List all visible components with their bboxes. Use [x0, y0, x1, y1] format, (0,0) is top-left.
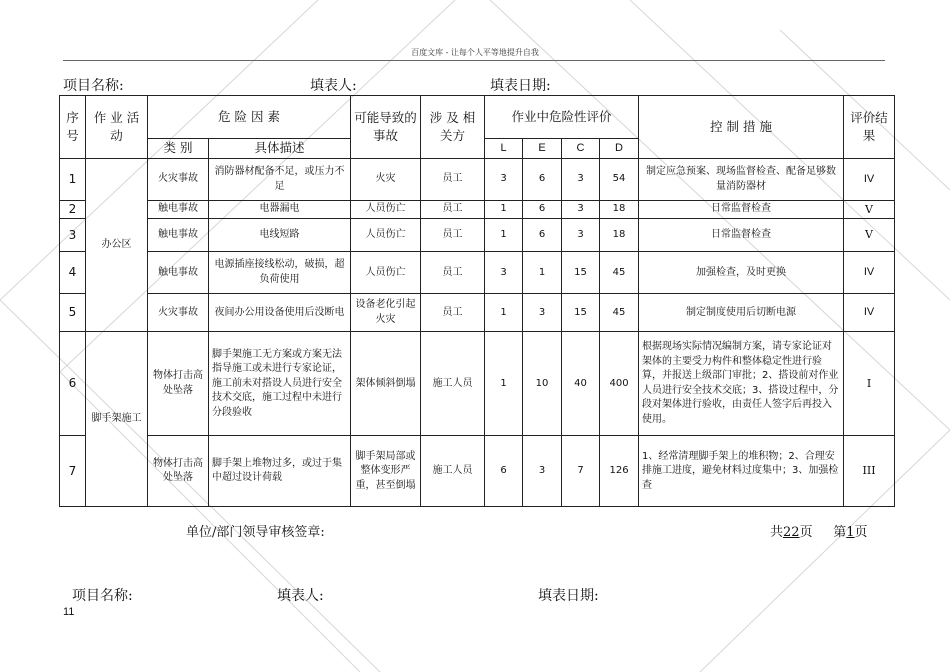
- fill-date-label: 填表日期:: [490, 78, 551, 94]
- header-accident: 可能导致的事故: [351, 96, 421, 159]
- row-party: 员工: [421, 159, 485, 201]
- row-no: 7: [60, 436, 86, 507]
- risk-assessment-table: [59, 95, 895, 507]
- header-party: 涉 及 相关方: [421, 96, 485, 159]
- project-name-label: 项目名称:: [63, 78, 124, 94]
- row-E: 1: [523, 252, 562, 294]
- row-D: 54: [600, 159, 639, 201]
- row-description: 电器漏电: [209, 201, 351, 219]
- page-suffix: 页: [854, 525, 868, 540]
- row-party: 施工人员: [421, 332, 485, 436]
- row-party: 员工: [421, 201, 485, 219]
- row-result: III: [844, 436, 895, 507]
- row-control: 日常监督检查: [639, 201, 844, 219]
- row-D: 18: [600, 219, 639, 252]
- row-result: IV: [844, 294, 895, 332]
- row-E: 6: [523, 201, 562, 219]
- row-C: 3: [562, 159, 600, 201]
- row-control: 制定制度使用后切断电源: [639, 294, 844, 332]
- row-C: 7: [562, 436, 600, 507]
- row-L: 1: [485, 201, 523, 219]
- site-header-text: 百度文库 - 让每个人平等地提升自我: [411, 48, 539, 57]
- row-party: 施工人员: [421, 436, 485, 507]
- row-accident: 架体倾斜倒塌: [351, 332, 421, 436]
- row-no: 2: [60, 201, 86, 219]
- row-D: 400: [600, 332, 639, 436]
- row-category: 触电事故: [148, 219, 209, 252]
- row-result: IV: [844, 252, 895, 294]
- page-footer-number: 11: [63, 606, 75, 618]
- header-description: 具体描述: [209, 139, 351, 159]
- row-accident: 人员伤亡: [351, 252, 421, 294]
- row-control: 加强检查，及时更换: [639, 252, 844, 294]
- row-description: 脚手架上堆物过多，或过于集中超过设计荷载: [209, 436, 351, 507]
- row-accident: 设备老化引起火灾: [351, 294, 421, 332]
- row-category: 触电事故: [148, 201, 209, 219]
- row-E: 6: [523, 219, 562, 252]
- row-result: IV: [844, 159, 895, 201]
- row-control: 1、经常清理脚手架上的堆积物；2、合理安排施工进度，避免材料过度集中；3、加强检查: [639, 436, 844, 507]
- row-E: 3: [523, 436, 562, 507]
- row-no: 3: [60, 219, 86, 252]
- header-activity: 作 业 活 动: [86, 96, 148, 159]
- row-C: 40: [562, 332, 600, 436]
- table-row: [60, 252, 895, 294]
- table-row: [60, 294, 895, 332]
- row-category: 物体打击高处坠落: [148, 332, 209, 436]
- row-D: 126: [600, 436, 639, 507]
- table-row: [60, 201, 895, 219]
- row-category: 火灾事故: [148, 294, 209, 332]
- table-row: [60, 159, 895, 201]
- header-category: 类 别: [148, 139, 209, 159]
- row-no: 1: [60, 159, 86, 201]
- project-name-label-2: 项目名称:: [72, 588, 133, 604]
- row-no: 6: [60, 332, 86, 436]
- filler-label: 填表人:: [310, 78, 357, 94]
- header-hazard: 危 险 因 素: [148, 96, 351, 139]
- row-control: 制定应急预案、现场监督检查、配备足够数量消防器材: [639, 159, 844, 201]
- header-seq: 序号: [60, 96, 86, 159]
- row-L: 3: [485, 252, 523, 294]
- row-result: V: [844, 219, 895, 252]
- filler-label-2: 填表人:: [277, 588, 324, 604]
- row-E: 10: [523, 332, 562, 436]
- row-D: 45: [600, 252, 639, 294]
- row-description: 电源插座接线松动，破损，超负荷使用: [209, 252, 351, 294]
- row-accident: 火灾: [351, 159, 421, 201]
- row-D: 45: [600, 294, 639, 332]
- row-category: 火灾事故: [148, 159, 209, 201]
- table-row: [60, 436, 895, 507]
- row-party: 员工: [421, 219, 485, 252]
- row-C: 15: [562, 252, 600, 294]
- total-suffix: 页: [799, 525, 813, 540]
- row-description: 脚手架施工无方案或方案无法指导施工或未进行专家论证，施工前未对搭设人员进行安全技术交底，施工过程中未进行分段验收: [209, 332, 351, 436]
- total-pages: 22: [783, 525, 800, 540]
- fill-date-label-2: 填表日期:: [538, 588, 599, 604]
- signature-label: 单位/部门领导审核签章:: [186, 525, 325, 540]
- row-E: 6: [523, 159, 562, 201]
- row-D: 18: [600, 201, 639, 219]
- row-C: 3: [562, 201, 600, 219]
- row-control: 根据现场实际情况编制方案，请专家论证对架体的主要受力构件和整体稳定性进行验算，并报送上级部门审批；2、搭设前对作业人员进行安全技术交底；3、搭设过程中，分段对架体进行验收，由责任人签字后再投入使用。: [639, 332, 844, 436]
- page-count: [770, 521, 868, 540]
- row-accident: 人员伤亡: [351, 201, 421, 219]
- row-party: 员工: [421, 294, 485, 332]
- header-L: L: [485, 139, 523, 159]
- row-L: 1: [485, 294, 523, 332]
- row-L: 6: [485, 436, 523, 507]
- header-D: D: [600, 139, 639, 159]
- header-E: E: [523, 139, 562, 159]
- row-description: 消防器材配备不足，或压力不足: [209, 159, 351, 201]
- header-evaluation: 作业中危险性评价: [485, 96, 639, 139]
- row-C: 3: [562, 219, 600, 252]
- row-C: 15: [562, 294, 600, 332]
- activity-group-office: 办公区: [86, 159, 148, 332]
- row-accident: 脚手架局部或整体变形严重，甚至倒塌: [351, 436, 421, 507]
- header-result: 评价结果: [844, 96, 895, 159]
- table-row: [60, 332, 895, 436]
- header-control: 控 制 措 施: [639, 96, 844, 159]
- row-accident: 人员伤亡: [351, 219, 421, 252]
- header-divider: [63, 60, 885, 61]
- row-description: 夜间办公用设备使用后没断电: [209, 294, 351, 332]
- row-result: V: [844, 201, 895, 219]
- page-prefix: 第: [833, 525, 847, 540]
- row-party: 员工: [421, 252, 485, 294]
- activity-group-scaffold: 脚手架施工: [86, 332, 148, 507]
- row-L: 1: [485, 332, 523, 436]
- header-C: C: [562, 139, 600, 159]
- row-category: 触电事故: [148, 252, 209, 294]
- page-number: 1: [846, 525, 855, 540]
- row-control: 日常监督检查: [639, 219, 844, 252]
- total-prefix: 共: [770, 525, 784, 540]
- row-result: I: [844, 332, 895, 436]
- table-row: [60, 219, 895, 252]
- row-L: 1: [485, 219, 523, 252]
- row-category: 物体打击高处坠落: [148, 436, 209, 507]
- row-E: 3: [523, 294, 562, 332]
- row-description: 电线短路: [209, 219, 351, 252]
- row-no: 5: [60, 294, 86, 332]
- row-no: 4: [60, 252, 86, 294]
- row-L: 3: [485, 159, 523, 201]
